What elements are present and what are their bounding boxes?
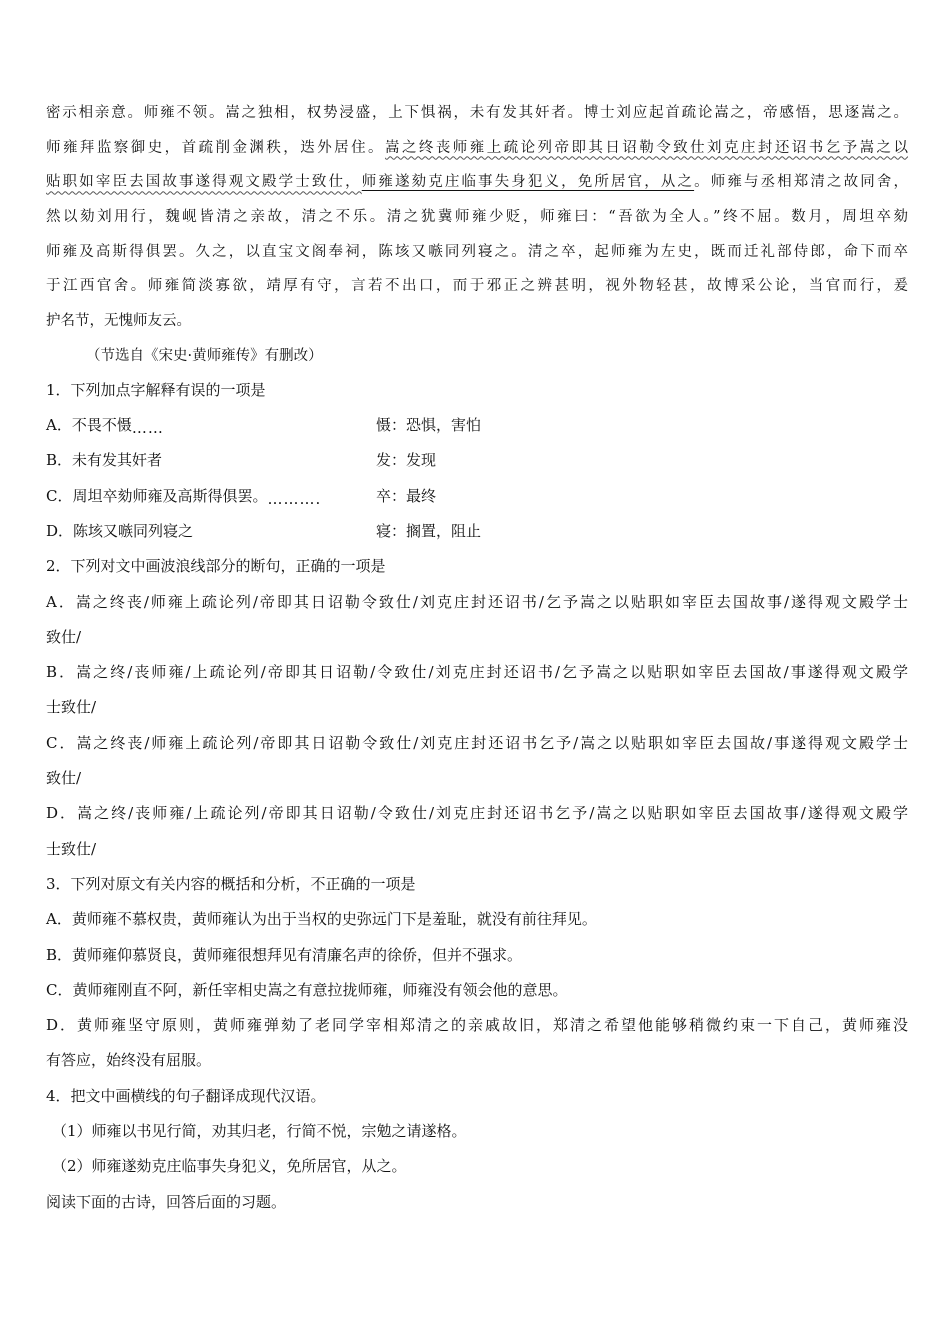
underlined-sentence: 师雍遂劾克庄临事失身犯义，免所居官，从之 — [361, 174, 695, 191]
passage — [46, 96, 908, 339]
option-a-line: A．嵩之终丧/师雍上疏论列/帝即其日诏勒令致仕/刘克庄封还诏书/乞予嵩之以贴职如宰臣去国故事/遂得观文殿学士 — [46, 592, 908, 611]
wavy-underlined-text: 贴职如宰臣去国故事遂得观文殿学士致仕， — [46, 174, 362, 191]
option-text: C．周坦卒劾师雍及高斯得俱罢。 — [46, 486, 268, 505]
option-d-cont: 士致仕/ — [46, 839, 97, 858]
option-a: A．黄师雍不慕权贵，黄师雍认为出于当权的史弥远门下是羞耻，就没有前往拜见。 — [46, 910, 597, 929]
option-a — [46, 408, 908, 443]
option-text: A．不畏不慑 — [46, 416, 132, 435]
option-c — [46, 479, 908, 514]
question-2 — [46, 549, 908, 867]
emphasis-dots: ………. — [267, 489, 322, 508]
option-text: B．未有发其奸者 — [46, 451, 163, 470]
next-section-instruction: 阅读下面的古诗，回答后面的习题。 — [46, 1192, 287, 1211]
option-c: C．黄师雍刚直不阿，新任宰相史嵩之有意拉拢师雍，师雍没有领会他的意思。 — [46, 980, 568, 999]
question-1 — [46, 373, 908, 549]
option-d-line: D．嵩之终/丧师雍/上疏论列/帝即其日诏勒/令致仕/刘克庄封还诏书乞予/嵩之以贴职如宰臣去国故事/遂得观文殿学 — [46, 804, 908, 823]
passage-line: 师雍及高斯得俱罢。久之，以直宝文阁奉祠，陈垓又嗾同列寝之。清之卒，起师雍为左史，既而迁礼部侍郎，命下而卒 — [46, 243, 908, 260]
option-d — [46, 514, 908, 549]
option-c-cont: 致仕/ — [46, 769, 82, 788]
passage-line: 于江西官舍。师雍简淡寡欲，靖厚有守，言若不出口，而于邪正之辨甚明，视外物轻甚，故博采公论，当官而行，爰 — [46, 278, 908, 295]
option-b-cont: 士致仕/ — [46, 698, 97, 717]
option-b-line: B．嵩之终/丧师雍/上疏论列/帝即其日诏勒/令致仕/刘克庄封还诏书/乞予嵩之以贴职如宰臣去国故/事遂得观文殿学 — [46, 663, 908, 682]
question-4 — [46, 1079, 908, 1185]
question-stem: 4．把文中画横线的句子翻译成现代汉语。 — [46, 1086, 326, 1105]
translation-item: （1）师雍以书见行简，劝其归老，行简不悦，宗勉之请遂格。 — [52, 1122, 467, 1141]
option-gloss: 慑：恐惧，害怕 — [376, 416, 482, 435]
passage-line: 密示相亲意。师雍不领。嵩之独相，权势浸盛，上下惧祸，未有发其奸者。博士刘应起首疏论嵩之，帝感悟，思逐嵩之。 — [46, 105, 908, 121]
question-3 — [46, 867, 908, 1079]
option-gloss: 寝：搁置，阻止 — [376, 522, 482, 540]
translation-item: （2）师雍遂劾克庄临事失身犯义，免所居官，从之。 — [52, 1157, 407, 1176]
option-d-line: D．黄师雍坚守原则，黄师雍弹劾了老同学宰相郑清之的亲戚故旧，郑清之希望他能够稍微约束一下自己，黄师雍没 — [46, 1016, 908, 1035]
passage-line: 护名节，无愧师友云。 — [46, 313, 191, 330]
wavy-underlined-text: 嵩之终丧师雍上疏论列帝即其日诏勒令致仕刘克庄封还诏书乞予嵩之以 — [385, 139, 908, 156]
option-d-cont: 有答应，始终没有屈服。 — [46, 1051, 212, 1070]
emphasis-dots: …… — [131, 419, 164, 438]
passage-line: 然以劾刘用行，魏岘皆清之亲故，清之不乐。清之犹冀师雍少贬，师雍曰：“吾欲为全人。”终不屈。数月，周坦卒劾 — [46, 209, 908, 226]
source-citation: （节选自《宋史·黄师雍传》有删改） — [86, 347, 323, 364]
option-gloss: 卒：最终 — [376, 486, 437, 505]
passage-line — [46, 131, 908, 166]
option-b — [46, 443, 908, 478]
option-c-line: C．嵩之终丧/师雍上疏论列/帝即其日诏勒令致仕/刘克庄封还诏书乞予/嵩之以贴职如宰臣去国故/事遂得观文殿学士 — [46, 733, 908, 752]
question-stem: 1．下列加点字解释有误的一项是 — [46, 380, 266, 399]
option-b: B．黄师雍仰慕贤良，黄师雍很想拜见有清廉名声的徐侨，但并不强求。 — [46, 945, 523, 964]
option-gloss: 发：发现 — [376, 451, 437, 470]
passage-text: 。师雍与丞相郑清之故同舍， — [694, 174, 909, 191]
option-text: D．陈垓又嗾同列寝之 — [46, 522, 194, 540]
passage-line — [46, 165, 908, 200]
document-page — [46, 96, 908, 1220]
option-a-cont: 致仕/ — [46, 627, 82, 646]
passage-text: 师雍拜监察御史，首疏削金渊秩，迭外居住。 — [46, 139, 385, 156]
question-stem: 2．下列对文中画波浪线部分的断句，正确的一项是 — [46, 557, 386, 576]
question-stem: 3．下列对原文有关内容的概括和分析，不正确的一项是 — [46, 874, 416, 893]
